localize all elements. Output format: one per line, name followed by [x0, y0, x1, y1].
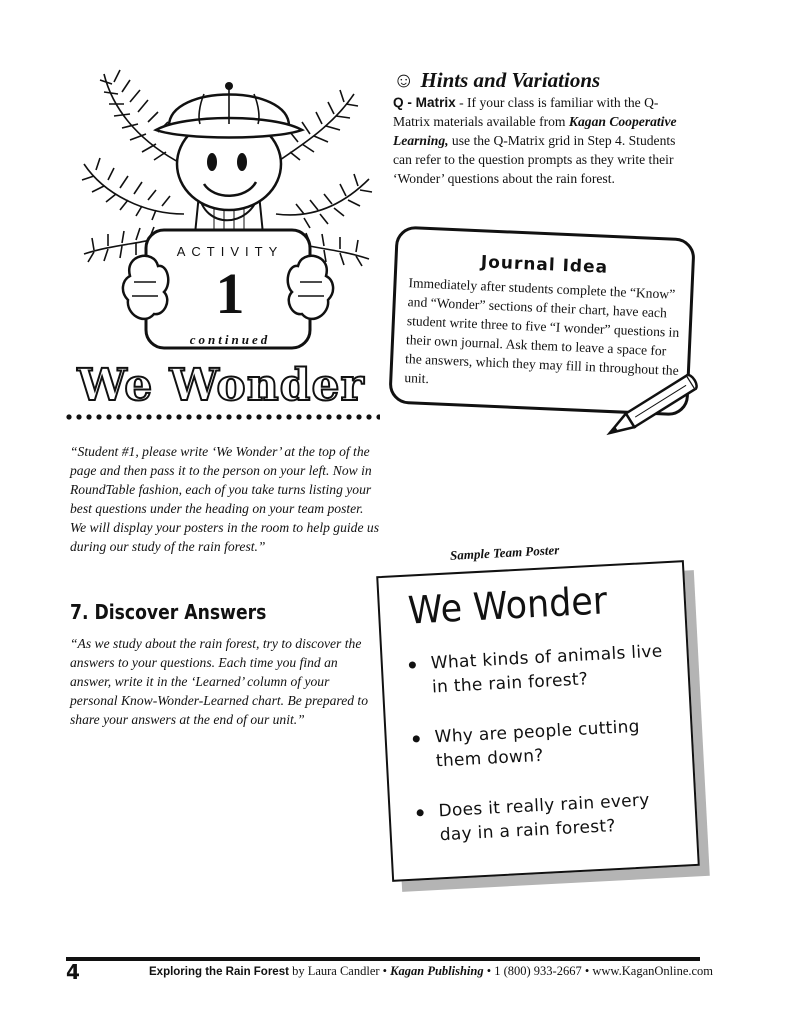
dotted-divider	[64, 414, 380, 420]
step-instructions: “As we study about the rain forest, try to discover the answers to your questions. Each time you find an answer, write it in the ‘Learned’ column of your personal Know-Wonder-Learned chart. Be prepared to share your answers at the end of our unit.”	[70, 636, 369, 727]
page-title: We Wonder	[77, 360, 365, 411]
sample-team-poster	[376, 560, 700, 882]
hints-source: Kagan Cooperative Learning,	[393, 114, 677, 148]
pencil-icon	[598, 366, 708, 446]
hints-text-part-2: use the Q-Matrix grid in Step 4. Students can refer to the question prompts as they write their ‘Wonder’ questions about the rain forest.	[393, 133, 676, 186]
hints-heading-text: Hints and Variations	[420, 68, 601, 92]
footer-book-title: Exploring the Rain Forest	[149, 966, 289, 978]
intro-instructions: “Student #1, please write ‘We Wonder’ at the top of the page and then pass it to the person on your left. Now in RoundTable fashion, each of you take turns listing your best questions under the heading on your team poster. We will display your posters in the room to help guide us during our study of the rain forest.”	[70, 444, 379, 554]
poster-question-list	[404, 639, 685, 875]
step-heading: 7. Discover Answers	[70, 600, 267, 624]
poster-title: We Wonder	[406, 578, 609, 633]
footer-contact: • 1 (800) 933-2667 • www.KaganOnline.com	[483, 964, 714, 978]
list-item: Does it really rain every day in a rain forest?	[412, 787, 684, 849]
list-item: What kinds of animals live in the rain forest?	[404, 639, 676, 701]
smiley-icon: ☺	[393, 68, 415, 92]
footer-author: by Laura Candler •	[288, 964, 391, 978]
journal-title: Journal Idea	[480, 252, 609, 278]
activity-number: 1	[215, 261, 245, 326]
hints-text-part-1: - If your class is familiar with the Q-Matrix materials available from	[393, 95, 659, 129]
poster-caption: Sample Team Poster	[449, 542, 560, 563]
list-item: Why are people cutting them down?	[408, 713, 680, 775]
hints-term: Q - Matrix	[393, 95, 456, 110]
hints-text	[393, 93, 693, 188]
journal-text: Immediately after students complete the “Know” and “Wonder” sections of their chart, have each student write three to five “I wonder” questions in their own journal. Ask them to leave a space for the answers, which they may fill in throughout the unit.	[404, 275, 680, 387]
footer-rule	[66, 957, 700, 961]
continued-label: continued	[189, 332, 271, 347]
activity-label: ACTIVITY	[176, 244, 284, 259]
page-number: 4	[66, 960, 80, 984]
hints-heading	[393, 68, 600, 93]
footer-publisher: Kagan Publishing	[390, 964, 484, 978]
footer-credit	[149, 964, 714, 979]
